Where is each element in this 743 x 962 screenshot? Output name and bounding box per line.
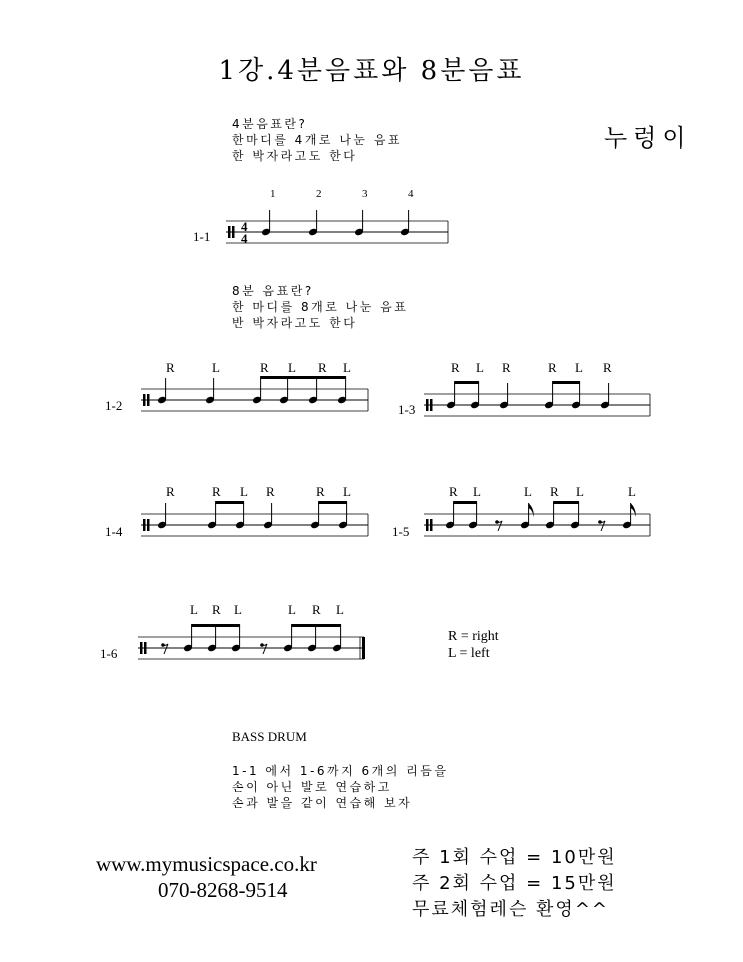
percussion-clef [143,394,146,406]
percussion-clef [426,399,429,411]
final-barline [362,637,365,659]
sticking-label: R [550,484,559,499]
sticking-label: R [212,484,221,499]
price-line: 무료체험레슨 환영^^ [412,899,609,920]
beam [453,501,477,504]
sticking-label: L [288,602,296,617]
percussion-clef [232,226,235,238]
sticking-label: R [449,484,458,499]
sticking-label: L [575,360,583,375]
sticking-label: L [336,602,344,617]
sticking-label: R [318,360,327,375]
phone-number: 070-8268-9514 [158,878,288,902]
sticking-label: L [473,484,481,499]
intro-line: 반 박자라고도 한다 [232,316,358,330]
bass-drum-line: 1-1 에서 1-6까지 6개의 리듬을 [232,764,449,778]
exercise-label-1-3: 1-3 [398,402,416,417]
count-label: 3 [362,188,368,200]
sticking-label: L [524,484,532,499]
count-label: 4 [408,188,414,200]
beam [215,501,244,504]
sticking-label: L [343,360,351,375]
sticking-label: L [576,484,584,499]
sticking-label: L [212,360,220,375]
sticking-label: R [316,484,325,499]
exercise-label-1-4: 1-4 [105,524,123,539]
sticking-label: L [288,360,296,375]
sticking-label: L [234,602,242,617]
sticking-label: R [451,360,460,375]
exercise-label-1-5: 1-5 [392,524,410,539]
sticking-label: R [260,360,269,375]
percussion-clef [147,519,150,531]
sticking-label: L [343,484,351,499]
percussion-clef [430,519,433,531]
percussion-clef [143,519,146,531]
beam [553,501,579,504]
percussion-clef [426,519,429,531]
sticking-label: R [166,360,175,375]
percussion-clef [140,642,143,654]
price-line: 주 2회 수업 = 15만원 [412,873,617,894]
percussion-clef [430,399,433,411]
eighth-rest [163,644,168,654]
intro-line: 한마디를 4개로 나눈 음표 [232,133,402,147]
eighth-rest [262,644,267,654]
time-signature: 4 [241,231,248,246]
count-label: 2 [316,188,322,200]
price-line: 주 1회 수업 = 10만원 [412,847,617,868]
sticking-label: R [266,484,275,499]
website-link[interactable]: www.mymusicspace.co.kr [96,852,317,876]
eighth-rest [497,521,502,531]
legend-left: L = left [448,646,490,661]
percussion-clef [147,394,150,406]
sticking-label: R [548,360,557,375]
sticking-label: L [240,484,248,499]
exercise-label-1-6: 1-6 [100,646,118,661]
beam [552,381,580,384]
note-flag [529,503,534,517]
note-flag [631,503,636,517]
page-title: 1강.4분음표와 8분음표 [218,56,525,86]
sticking-label: R [502,360,511,375]
bass-drum-line: 손과 발을 같이 연습해 보자 [232,796,413,810]
beam [318,501,347,504]
intro-line: 한 마디를 8개로 나눈 음표 [232,300,409,314]
beam [291,624,341,627]
percussion-clef [144,642,147,654]
intro-line: 한 박자라고도 한다 [232,149,358,163]
author-name: 누렁이 [604,124,692,152]
legend-right: R = right [448,629,499,644]
sticking-label: R [312,602,321,617]
sticking-label: R [166,484,175,499]
beam [260,376,346,379]
beam [191,624,240,627]
sticking-label: L [628,484,636,499]
sticking-label: L [476,360,484,375]
intro-line: 4분음표란? [232,117,308,131]
beam [454,381,479,384]
time-signature: 4 [241,219,248,234]
bass-drum-heading: BASS DRUM [232,729,307,744]
percussion-clef [228,226,231,238]
sticking-label: L [190,602,198,617]
exercise-label-1-1: 1-1 [193,229,211,244]
count-label: 1 [270,188,276,200]
sticking-label: R [212,602,221,617]
bass-drum-line: 손이 아닌 발로 연습하고 [232,780,392,794]
sticking-label: R [603,360,612,375]
exercise-label-1-2: 1-2 [105,398,123,413]
intro-line: 8분 음표란? [232,284,314,298]
eighth-rest [600,521,605,531]
